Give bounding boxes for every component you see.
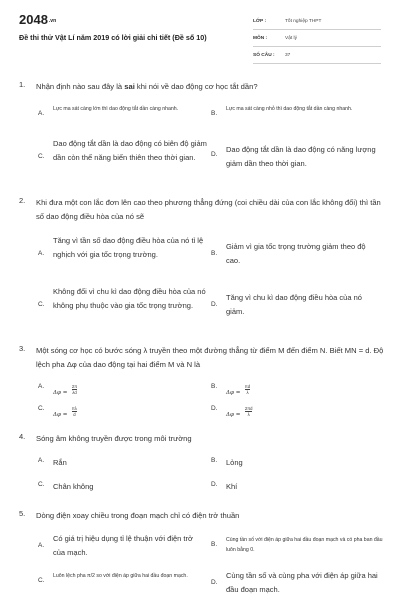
option-text: Luôn lệch pha π/2 so với điện áp giữa hai đầu đoạn mạch. [53, 573, 188, 579]
meta-row-count [253, 50, 381, 64]
question-text: Sóng âm không truyền được trong môi trường [36, 434, 192, 443]
option-letter: A. [38, 542, 45, 549]
option-formula: Δφ = $\frac{2\pi d}{\lambda}$ [226, 406, 253, 418]
site-logo[interactable] [19, 12, 56, 27]
question-number: 2. [19, 196, 26, 205]
option-text: Tăng vì chu kì dao động điều hòa của nó giảm. [226, 293, 362, 316]
question-number: 1. [19, 80, 26, 89]
option-text: Dao động tắt dần là dao động có biên độ giảm dần còn thế năng biến thiên theo thời gian. [53, 139, 207, 162]
option-text: Khí [226, 482, 238, 491]
option-text: Không đổi vì chu kì dao động điều hòa của nó không phụ thuộc vào gia tốc trọng trường. [53, 287, 206, 310]
option-letter: A. [38, 250, 45, 257]
option-formula: Δφ = $\frac{\pi d}{\lambda}$ [226, 384, 251, 396]
meta-value: Vật lý [285, 36, 297, 41]
emphasis-word: sai [124, 82, 135, 91]
question-text: Một sóng cơ học có bước sóng λ truyền theo một đường thẳng từ điểm M đến điểm N. Biết MN = d. Độ lệch pha Δφ của dao động tại hai điểm M và N là [36, 346, 384, 369]
option-letter: C. [38, 153, 45, 160]
option-letter: B. [211, 541, 218, 548]
option-letter: C. [38, 577, 45, 584]
logo-suffix: .vn [48, 17, 57, 24]
logo-text: 2048 [19, 12, 48, 27]
option-text: Cùng tần số với điện áp giữa hai đầu đoạn mạch và có pha ban đầu luôn bằng 0. [226, 537, 383, 553]
question-number: 5. [19, 509, 26, 518]
option-text: Có giá trị hiệu dụng tỉ lệ thuận với điện trở của mạch. [53, 534, 193, 557]
option-letter: C. [38, 301, 45, 308]
option-text: Giảm vì gia tốc trọng trường giảm theo độ cao. [226, 242, 366, 265]
option-text: Dao động tắt dần là dao động có năng lượng giảm dần theo thời gian. [226, 145, 376, 168]
option-letter: D. [211, 151, 218, 158]
meta-label: LỚP : [253, 19, 267, 24]
exam-meta [253, 16, 381, 67]
option-letter: A. [38, 383, 45, 390]
option-text: Chân không [53, 482, 94, 491]
option-letter: C. [38, 481, 45, 488]
meta-label: SỐ CÂU : [253, 53, 275, 58]
question-text: Nhận định nào sau đây là sai khi nói về dao động cơ học tắt dần? [36, 82, 258, 91]
option-text: Cùng tần số và cùng pha với điện áp giữa hai đầu đoạn mạch. [226, 571, 378, 594]
question-text: Dòng điện xoay chiều trong đoạn mạch chỉ có điện trở thuần [36, 511, 240, 520]
option-letter: D. [211, 579, 218, 586]
option-text: Rắn [53, 458, 67, 467]
exam-title: Đề thi thử Vật Lí năm 2019 có lời giải chi tiết (Đề số 10) [19, 33, 207, 42]
option-letter: A. [38, 110, 45, 117]
option-letter: B. [211, 383, 218, 390]
meta-row-class [253, 16, 381, 30]
option-letter: A. [38, 457, 45, 464]
meta-value: 37 [285, 53, 291, 58]
option-text: Tăng vì tần số dao động điều hòa của nó tỉ lệ nghịch với gia tốc trọng trường. [53, 236, 204, 259]
meta-row-subject [253, 33, 381, 47]
option-letter: B. [211, 457, 218, 464]
option-letter: B. [211, 110, 218, 117]
question-number: 4. [19, 432, 26, 441]
option-text: Lực ma sát càng lớn thì dao động tắt dần càng nhanh. [53, 106, 179, 112]
option-text: Lực ma sát càng nhỏ thì dao động tắt dần càng nhanh. [226, 106, 353, 112]
question-text: Khi đưa một con lắc đơn lên cao theo phương thẳng đứng (coi chiều dài của con lắc không đổi) thì tần số dao động điều hòa của nó sẽ [36, 198, 381, 221]
option-letter: D. [211, 481, 218, 488]
option-letter: B. [211, 250, 218, 257]
question-number: 3. [19, 344, 26, 353]
option-letter: D. [211, 301, 218, 308]
option-letter: D. [211, 405, 218, 412]
option-formula: Δφ = $\frac{\pi\lambda}{d}$ [53, 406, 77, 418]
option-text: Lỏng [226, 458, 243, 467]
option-formula: Δφ = $\frac{2\pi}{\lambda d}$ [53, 384, 78, 396]
meta-value: Tốt nghiệp THPT [285, 19, 322, 24]
meta-label: MÔN : [253, 36, 268, 41]
option-letter: C. [38, 405, 45, 412]
